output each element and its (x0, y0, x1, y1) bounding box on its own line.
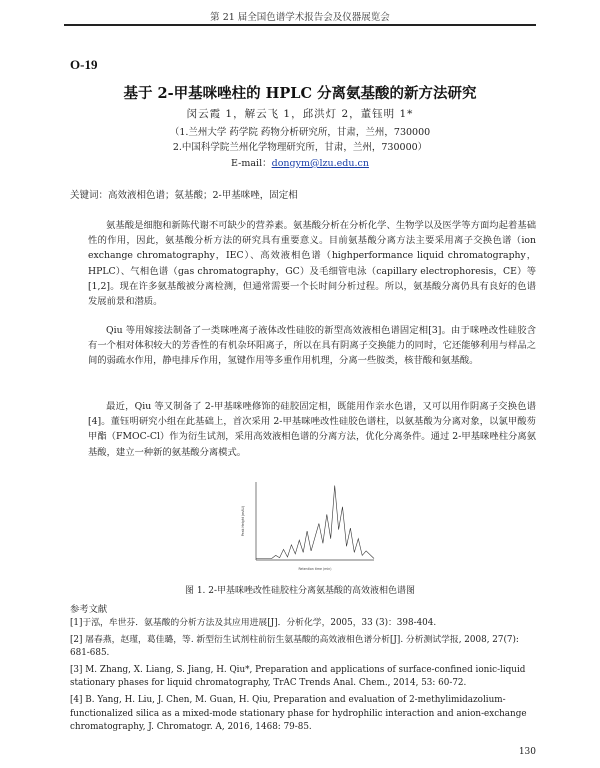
chromatogram-figure (238, 478, 378, 573)
paragraph-text: 最近，Qiu 等又制备了 2-甲基咪唑修饰的硅胶固定相，既能用作亲水色谱，又可以用作阴离子交换色谱[4]。董钰明研究小组在此基础上，首次采用 2-甲基咪唑改性硅胶色谱柱，以氨基酸为分离对象，以氯甲酸芴甲酯（FMOC-Cl）作为衍生试剂，采用高效液相色谱的分离方法，优化分离条件。通过 2-甲基咪唑柱分离氨基酸，建立一种新的氨基酸分离模式。 (88, 401, 536, 458)
affiliation-2: 2.中国科学院兰州化学物理研究所，甘肃，兰州，730000） (172, 142, 428, 153)
author-list: 闵云霞 1，解云飞 1，邱洪灯 2，董钰明 1* (186, 108, 414, 120)
references-heading: 参考文献 (70, 604, 108, 615)
header-rule (64, 24, 536, 26)
reference-item: [2] 屠春燕，赵瑾，葛佳璐，等. 新型衍生试剂柱前衍生氨基酸的高效液相色谱分析[J]. 分析测试学报, 2008, 27(7): 681-685. (70, 634, 519, 659)
paragraph-text: Qiu 等用嫁接法制备了一类咪唑离子液体改性硅胶的新型高效液相色谱固定相[3]。由于咪唑改性硅胶含有一个相对体积较大的芳香性的有机杂环阳离子，所以在具有阴离子交换能力的同时，它还能够利用与样品之间的弱疏水作用，静电排斥作用，氢键作用等多重作用机理，分离一些胺类，核苷酸和氨基酸。 (88, 325, 536, 367)
chromatogram-chart (238, 478, 378, 573)
body-paragraph-1 (88, 218, 536, 309)
body-paragraph-2 (88, 323, 536, 369)
running-header: 第 21 届全国色谱学术报告会及仪器展览会 (210, 12, 390, 23)
figure-caption: 图 1. 2-甲基咪唑改性硅胶柱分离氨基酸的高效液相色谱图 (184, 586, 416, 596)
paragraph-text: 氨基酸是细胞和新陈代谢不可缺少的营养素。氨基酸分析在分析化学、生物学以及医学等方面均起着基础性的作用，因此，氨基酸分析方法的研究具有重要意义。目前氨基酸分离方法主要采用离子交换色谱（ion exchange chromatography，IEC）、高效液相色谱（highperformance liquid chromatography，HPLC）、气相色谱（gas chromatography，GC）及毛细管电泳（capillary electrophoresis，CE）等[1,2]。现在许多氨基酸被分离检测，但通常需要一个长时间分析过程。所以，氨基酸分离仍具有良好的色谱发展前景和潜质。 (88, 220, 536, 308)
paper-title: 基于 2-甲基咪唑柱的 HPLC 分离氨基酸的新方法研究 (123, 85, 477, 102)
reference-list (70, 617, 540, 738)
reference-item: [4] B. Yang, H. Liu, J. Chen, M. Guan, H. Qiu, Preparation and evaluation of 2-methylimidazolium-functionalized silica as a mixed-mode stationary phase for hydrophilic interaction and anion-exchange chromatography, J. Chromatogr. A, 2016, 1468: 79-85. (70, 694, 527, 733)
page-number: 130 (518, 747, 536, 757)
email-label: E-mail： (231, 158, 272, 169)
affiliation-1: （1.兰州大学 药学院 药物分析研究所，甘肃，兰州，730000 (169, 127, 431, 138)
reference-item: [1]于泓，牟世芬．氨基酸的分析方法及其应用进展[J]．分析化学，2005，33 (3)：398-404. (70, 618, 437, 628)
keywords: 关键词：高效液相色谱；氨基酸；2-甲基咪唑，固定相 (70, 190, 298, 201)
email-link[interactable]: dongym@lzu.edu.cn (271, 158, 369, 169)
body-paragraph-3 (88, 399, 536, 460)
chromatogram-trace (256, 486, 374, 559)
reference-item: [3] M. Zhang, X. Liang, S. Jiang, H. Qiu*, Preparation and applications of surface-confined ionic-liquid stationary phases for liquid chromatography, TrAC Trends Anal. Chem., 2014, 53: 60-72. (70, 664, 526, 689)
abstract-code: O-19 (70, 57, 98, 72)
x-axis-label: Retention time (min) (298, 567, 332, 571)
y-axis-label: Peak Height (mAU) (241, 505, 245, 537)
email-line (0, 155, 600, 169)
